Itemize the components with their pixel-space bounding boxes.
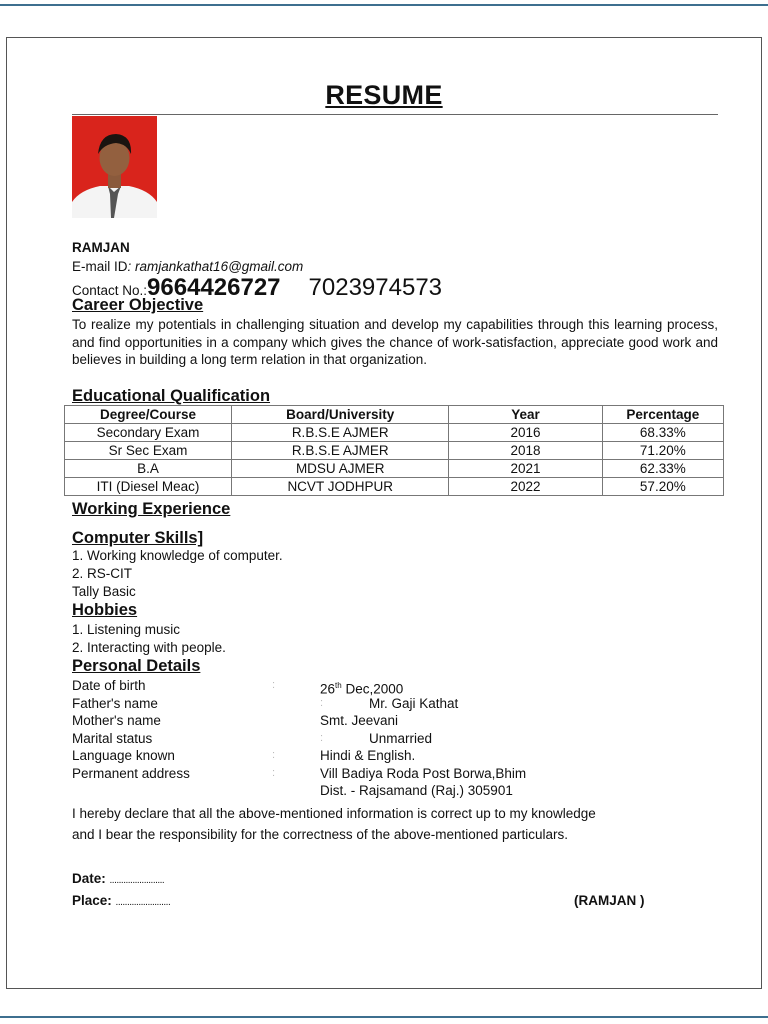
column-header: Degree/Course <box>65 406 232 424</box>
table-cell: R.B.S.E AJMER <box>231 424 448 442</box>
table-cell: 71.20% <box>602 442 723 460</box>
dob-label: Date of birth <box>72 678 146 693</box>
education-heading: Educational Qualification <box>72 387 271 405</box>
place-label: Place: <box>72 893 112 908</box>
language-label: Language known <box>72 748 175 763</box>
email-value: : ramjankathat16@gmail.com <box>127 259 304 274</box>
table-row <box>65 478 724 496</box>
mother-value: Smt. Jeevani <box>320 713 399 728</box>
column-header: Year <box>449 406 602 424</box>
separator-dot: : <box>320 732 324 744</box>
dob-suffix: th <box>335 681 342 690</box>
table-cell: 2021 <box>449 460 602 478</box>
table-cell: 68.33% <box>602 424 723 442</box>
table-cell: 62.33% <box>602 460 723 478</box>
hobbies-heading: Hobbies <box>72 601 138 619</box>
date-field <box>72 871 164 889</box>
page-title: RESUME <box>325 80 443 110</box>
address-label: Permanent address <box>72 766 190 781</box>
table-cell: ITI (Diesel Meac) <box>65 478 232 496</box>
phone-1: 9664426727 <box>147 274 281 301</box>
career-objective-text: To realize my potentials in challenging situation and develop my capabilities through this learning process, and find opportunities in a company which gives the chance of work-satisfaction, appreciate good work and believes in building a long term relation in that organization. <box>72 317 718 367</box>
table-cell: 57.20% <box>602 478 723 496</box>
separator-dot: : <box>272 749 276 761</box>
dob-month-year: Dec,2000 <box>341 681 404 697</box>
column-header: Board/University <box>231 406 448 424</box>
table-cell: Sr Sec Exam <box>65 442 232 460</box>
bottom-edge-line <box>0 1016 768 1018</box>
hobby-item: 2. Interacting with people. <box>72 640 226 655</box>
candidate-name: RAMJAN <box>72 240 130 255</box>
marital-label: Marital status <box>72 731 153 746</box>
signature-name: (RAMJAN ) <box>574 893 645 908</box>
table-cell: 2016 <box>449 424 602 442</box>
working-experience-heading: Working Experience <box>72 500 231 518</box>
table-row <box>65 460 724 478</box>
place-dots: ........................ <box>115 897 171 908</box>
father-value: Mr. Gaji Kathat <box>369 696 459 711</box>
profile-photo <box>72 116 157 218</box>
table-cell: NCVT JODHPUR <box>231 478 448 496</box>
dob-day: 26 <box>320 681 336 697</box>
title-divider <box>72 114 718 115</box>
separator-dot: : <box>272 767 276 779</box>
column-header: Percentage <box>602 406 723 424</box>
career-objective-heading: Career Objective <box>72 296 204 314</box>
skill-item: Tally Basic <box>72 584 136 599</box>
mother-label: Mother's name <box>72 713 161 728</box>
skill-item: 1. Working knowledge of computer. <box>72 548 283 563</box>
hobby-item: 1. Listening music <box>72 622 181 637</box>
table-cell: Secondary Exam <box>65 424 232 442</box>
father-label: Father's name <box>72 696 158 711</box>
address-value-line2: Dist. - Rajsamand (Raj.) 305901 <box>320 783 513 798</box>
table-header-row <box>65 406 724 424</box>
table-cell: R.B.S.E AJMER <box>231 442 448 460</box>
table-cell: 2018 <box>449 442 602 460</box>
table-row <box>65 442 724 460</box>
declaration-line-1: I hereby declare that all the above-mentioned information is correct up to my knowledge <box>72 806 596 821</box>
computer-skills-heading: Computer Skills] <box>72 529 204 547</box>
separator-dot: : <box>320 697 324 709</box>
marital-value: Unmarried <box>369 731 433 746</box>
phone-2: 7023974573 <box>308 274 443 301</box>
table-cell: 2022 <box>449 478 602 496</box>
table-cell: MDSU AJMER <box>231 460 448 478</box>
separator-dot: : <box>272 679 276 691</box>
dob-value <box>320 678 403 698</box>
date-label: Date: <box>72 871 106 886</box>
place-field <box>72 893 170 911</box>
email-line <box>72 259 303 275</box>
skill-item: 2. RS-CIT <box>72 566 133 581</box>
table-cell: B.A <box>65 460 232 478</box>
declaration-line-2: and I bear the responsibility for the correctness of the above-mentioned particulars. <box>72 827 569 842</box>
table-row <box>65 424 724 442</box>
personal-details-heading: Personal Details <box>72 657 201 675</box>
address-value-line1: Vill Badiya Roda Post Borwa,Bhim <box>320 766 527 781</box>
language-value: Hindi & English. <box>320 748 416 763</box>
email-label: E-mail ID <box>72 259 128 274</box>
education-table <box>64 405 724 496</box>
contact-label: Contact No.: <box>72 283 148 298</box>
date-dots: ........................ <box>109 875 165 886</box>
top-edge-line <box>0 4 768 6</box>
